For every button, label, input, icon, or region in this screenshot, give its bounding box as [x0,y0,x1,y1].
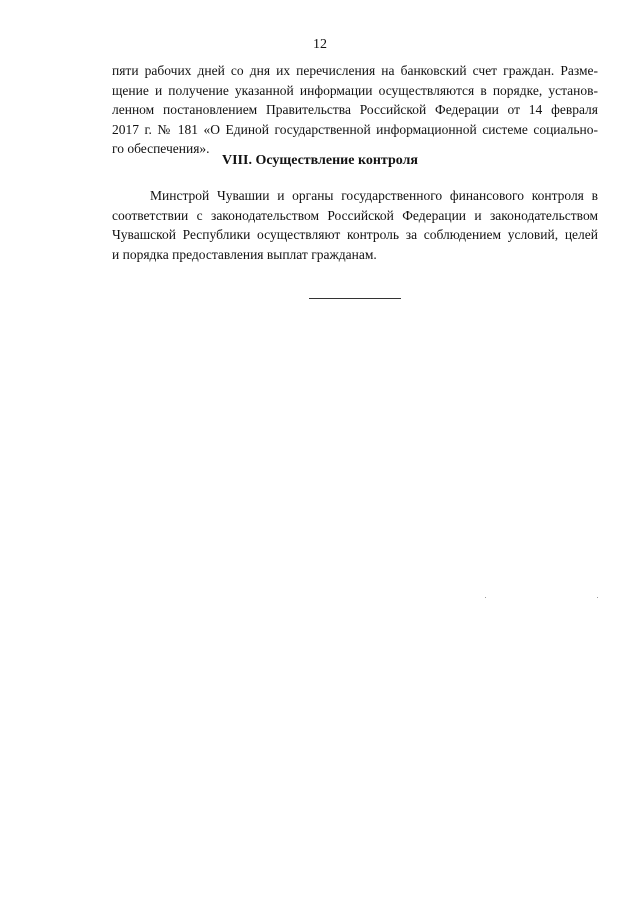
text-line: пяти рабочих дней со дня их перечисления на банковский счет граждан. Разме- [112,63,598,78]
section-heading: VIII. Осуществление контроля [222,153,418,168]
paragraph-control [112,186,598,264]
text-line: соответствии с законодательством Российской Федерации и законодательством [112,207,598,223]
end-separator-line [309,298,401,299]
text-line: Чувашской Республики осуществляют контроль за соблюдением условий, целей [112,227,598,242]
text-line: Минстрой Чувашии и органы государственного финансового контроля в [150,188,598,203]
text-line: ленном постановлением Правительства Российской Федерации от 14 февраля [112,102,598,117]
scan-speck [485,597,486,598]
scan-speck [597,597,598,598]
page-number: 12 [313,37,327,52]
text-line: го обеспечения». [112,141,210,156]
paragraph-payment-information [112,61,598,159]
text-line: 2017 г. № 181 «О Единой государственной информационной системе социально- [112,121,598,137]
text-line: и порядка предоставления выплат гражданам. [112,246,377,262]
text-line: щение и получение указанной информации осуществляются в порядке, установ- [112,82,598,98]
